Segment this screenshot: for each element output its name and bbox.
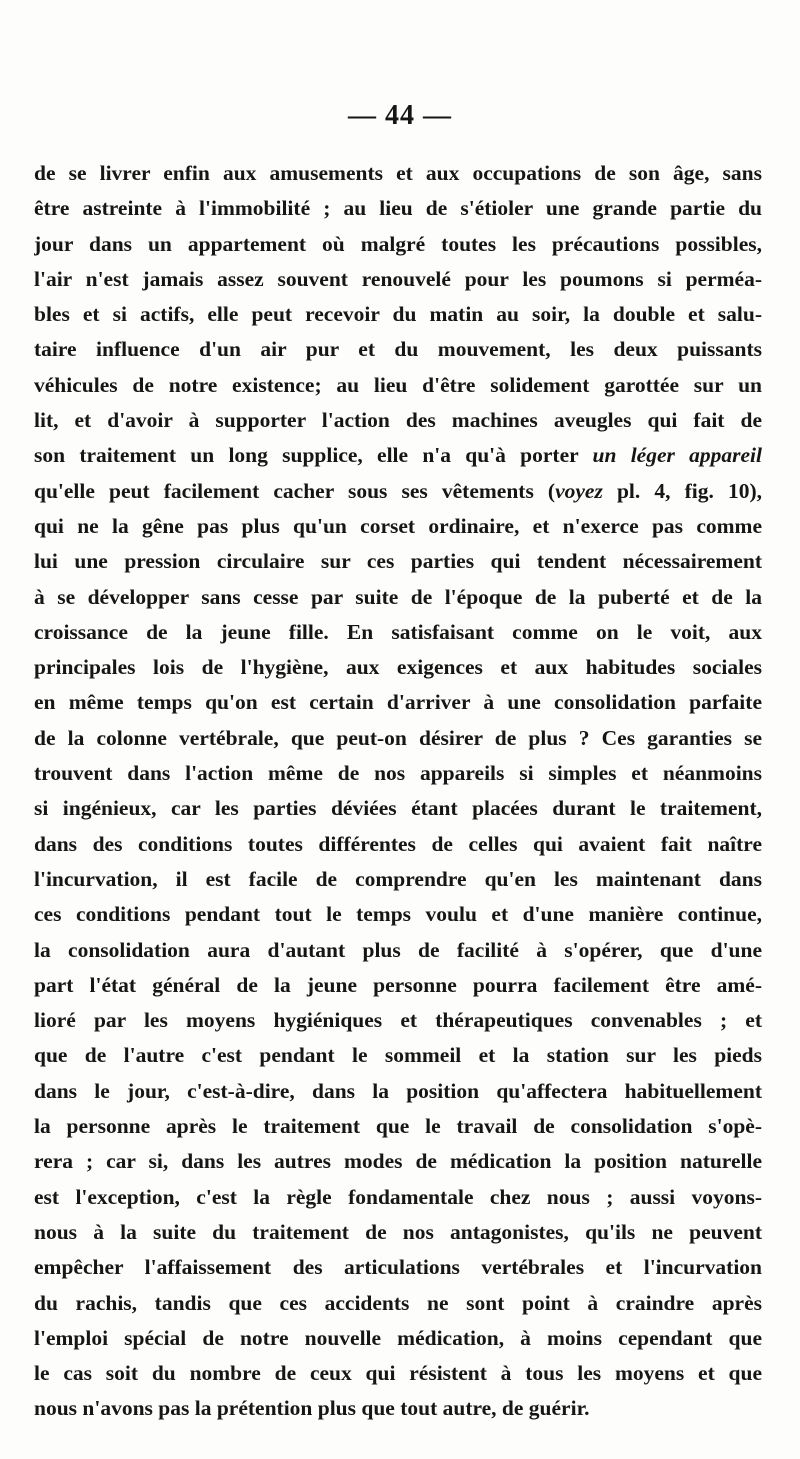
text-line xyxy=(34,1144,762,1179)
text-line-content: croissance de la jeune fille. En satisfaisant comme on le voit, aux xyxy=(34,619,762,644)
text-line-content: taire influence d'un air pur et du mouvement, les deux puissants xyxy=(34,337,762,362)
text-line xyxy=(34,862,762,897)
text-line xyxy=(34,227,762,262)
text-line-content: lui une pression circulaire sur ces parties qui tendent nécessairement xyxy=(34,549,762,574)
text-line-content: principales lois de l'hygiène, aux exigences et aux habitudes sociales xyxy=(34,655,762,680)
text-line-content: que de l'autre c'est pendant le sommeil et la station sur les pieds xyxy=(34,1043,762,1068)
text-line-content: véhicules de notre existence; au lieu d'être solidement garottée sur un xyxy=(34,372,762,397)
text-line-content: l'air n'est jamais assez souvent renouvelé pour les poumons si perméa- xyxy=(34,266,762,291)
text-line-content: part l'état général de la jeune personne pourra facilement être amé- xyxy=(34,972,762,997)
text-line-content: lioré par les moyens hygiéniques et thérapeutiques convenables ; et xyxy=(34,1008,762,1033)
text-line-content: est l'exception, c'est la règle fondamentale chez nous ; aussi voyons- xyxy=(34,1184,762,1209)
text-line xyxy=(34,1074,762,1109)
text-line xyxy=(34,544,762,579)
text-line xyxy=(34,1215,762,1250)
text-line xyxy=(34,1286,762,1321)
text-line-content: en même temps qu'on est certain d'arriver à une consolidation parfaite xyxy=(34,690,762,715)
text-line-content: qu'elle peut facilement cacher sous ses vêtements ( xyxy=(34,478,556,503)
text-line-content: bles et si actifs, elle peut recevoir du matin au soir, la double et salu- xyxy=(34,302,762,327)
text-line-content: de la colonne vertébrale, que peut-on désirer de plus ? Ces garanties se xyxy=(34,725,762,750)
text-line-content: qui ne la gêne pas plus qu'un corset ordinaire, et n'exerce pas comme xyxy=(34,513,762,538)
text-line xyxy=(34,1250,762,1285)
text-line xyxy=(34,1321,762,1356)
text-line-content: son traitement un long supplice, elle n'a qu'à porter xyxy=(34,443,593,468)
text-line xyxy=(34,368,762,403)
text-line xyxy=(34,897,762,932)
body-text xyxy=(34,156,762,1427)
text-line-content: le cas soit du nombre de ceux qui résistent à tous les moyens et que xyxy=(34,1361,762,1386)
text-line-content: la consolidation aura d'autant plus de facilité à s'opérer, que d'une xyxy=(34,937,762,962)
text-line-tail: pl. 4, fig. 10), xyxy=(602,478,762,503)
italic-phrase: voyez xyxy=(555,478,603,503)
text-line xyxy=(34,650,762,685)
text-line-content: l'incurvation, il est facile de comprendre qu'en les maintenant dans xyxy=(34,866,762,891)
text-line xyxy=(34,156,762,191)
text-line xyxy=(34,615,762,650)
text-line xyxy=(34,332,762,367)
text-line xyxy=(34,685,762,720)
text-line-content: être astreinte à l'immobilité ; au lieu de s'étioler une grande partie du xyxy=(34,196,762,221)
text-line xyxy=(34,1180,762,1215)
page-number: — 44 — xyxy=(348,100,452,131)
text-line-content: si ingénieux, car les parties déviées étant placées durant le traitement, xyxy=(34,796,762,821)
text-line-content: lit, et d'avoir à supporter l'action des machines aveugles qui fait de xyxy=(34,408,762,433)
text-line xyxy=(34,1109,762,1144)
text-line xyxy=(34,968,762,1003)
text-line-content: à se développer sans cesse par suite de l'époque de la puberté et de la xyxy=(34,584,762,609)
text-line xyxy=(34,580,762,615)
text-line xyxy=(34,721,762,756)
text-line-content: empêcher l'affaissement des articulations vertébrales et l'incurvation xyxy=(34,1255,762,1280)
text-line xyxy=(34,262,762,297)
text-line-content: la personne après le traitement que le travail de consolidation s'opè- xyxy=(34,1114,762,1139)
text-line xyxy=(34,438,762,473)
text-line-content: l'emploi spécial de notre nouvelle médication, à moins cependant que xyxy=(34,1325,762,1350)
text-line-content: dans des conditions toutes différentes de celles qui avaient fait naître xyxy=(34,831,762,856)
text-line xyxy=(34,791,762,826)
text-line-content: nous à la suite du traitement de nos antagonistes, qu'ils ne peuvent xyxy=(34,1219,762,1244)
italic-phrase: un léger appareil xyxy=(592,443,762,468)
text-line xyxy=(34,1003,762,1038)
text-line-content: dans le jour, c'est-à-dire, dans la position qu'affectera habituellement xyxy=(34,1078,762,1103)
text-line xyxy=(34,1038,762,1073)
text-line-content: rera ; car si, dans les autres modes de médication la position naturelle xyxy=(34,1149,762,1174)
text-line xyxy=(34,1356,762,1391)
text-line-content: nous n'avons pas la prétention plus que tout autre, de guérir. xyxy=(34,1396,590,1421)
text-line xyxy=(34,1391,762,1426)
text-line-content: jour dans un appartement où malgré toutes les précautions possibles, xyxy=(34,231,762,256)
text-line xyxy=(34,474,762,509)
text-line xyxy=(34,509,762,544)
text-line xyxy=(34,756,762,791)
text-line-content: de se livrer enfin aux amusements et aux occupations de son âge, sans xyxy=(34,161,762,185)
text-line xyxy=(34,297,762,332)
text-line xyxy=(34,403,762,438)
text-line xyxy=(34,933,762,968)
text-line-content: ces conditions pendant tout le temps voulu et d'une manière continue, xyxy=(34,902,762,927)
text-line-content: du rachis, tandis que ces accidents ne sont point à craindre après xyxy=(34,1290,762,1315)
text-line-content: trouvent dans l'action même de nos appareils si simples et néanmoins xyxy=(34,761,762,786)
text-line xyxy=(34,827,762,862)
text-line xyxy=(34,191,762,226)
